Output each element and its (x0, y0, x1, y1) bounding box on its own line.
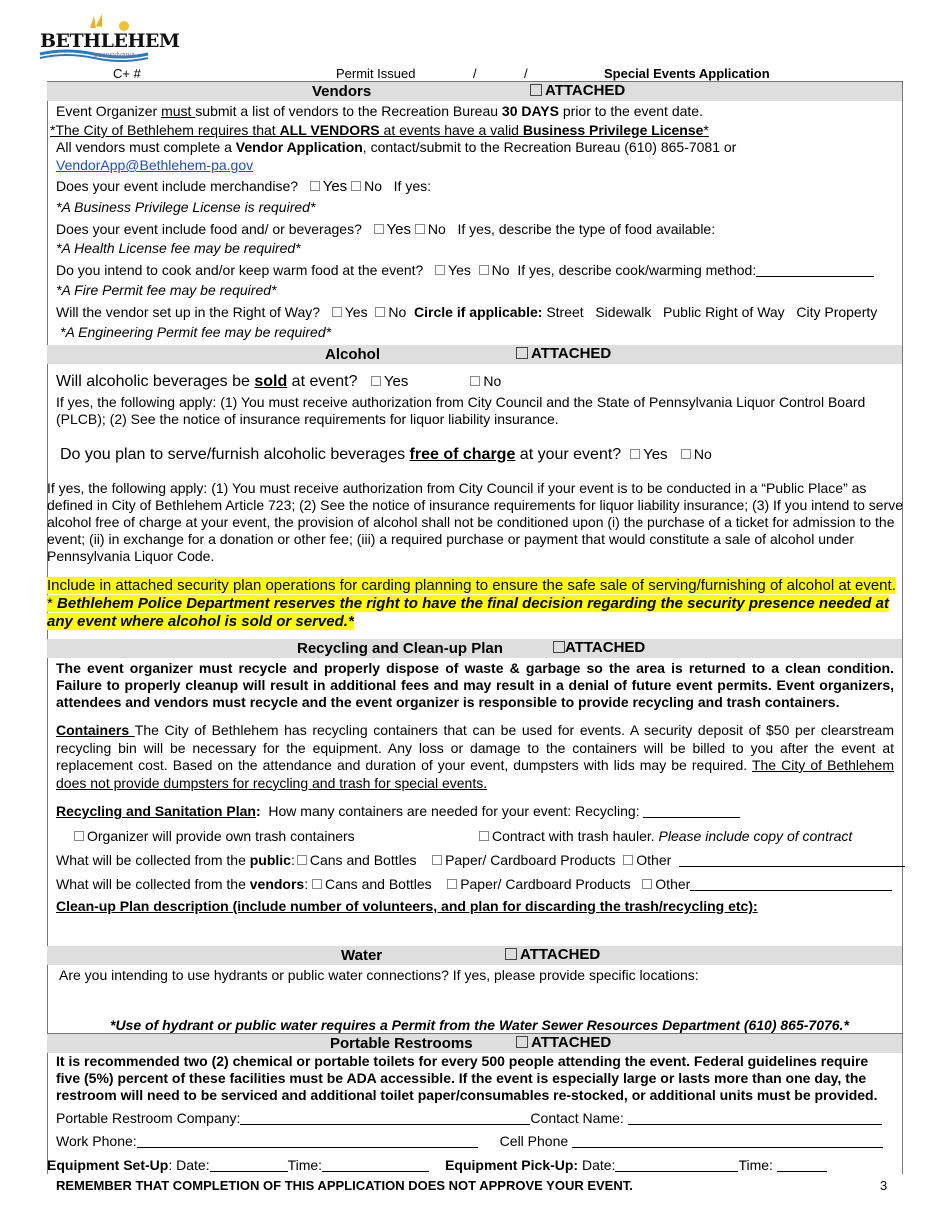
recycling-attached-checkbox[interactable] (553, 639, 645, 656)
alcohol-free-no-checkbox[interactable] (681, 449, 691, 459)
vendors-title: Vendors (312, 83, 372, 100)
public-collection-row: What will be collected from the public: Cans and Bottles Paper/ Cardboard Products Other (56, 852, 905, 869)
vendors-line-1: Event Organizer must submit a list of vendors to the Recreation Bureau 30 DAYS prior to the event date. (56, 103, 703, 119)
public-cans-checkbox[interactable] (297, 855, 307, 865)
row-no-checkbox[interactable] (375, 307, 385, 317)
recycling-plan-question: Recycling and Sanitation Plan: How many containers are needed for your event: Recycling: (56, 803, 740, 820)
recycling-title: Recycling and Clean-up Plan (297, 640, 503, 657)
water-attached-checkbox[interactable] (505, 946, 600, 963)
merchandise-note: *A Business Privilege License is required* (56, 199, 316, 215)
food-note: *A Health License fee may be required* (56, 240, 301, 256)
frame-right-border (902, 81, 903, 1174)
restrooms-title: Portable Restrooms (330, 1035, 473, 1052)
recycling-attached-label: ATTACHED (565, 639, 646, 656)
work-phone-field[interactable] (137, 1134, 478, 1148)
merchandise-yes-checkbox[interactable] (310, 181, 320, 191)
date-slash-1: / (473, 66, 477, 81)
containers-paragraph: Containers The City of Bethlehem has recycling containers that can be used for events. A security deposit of $50 per clearstream recycling bin will be necessary for the equipment. Any loss or damage to the containers will be billed to you after the event at replacement cost. Based on the attendance and duration of your event, dumpsters with lids may be required. The City of Bethlehem does not provide dumpsters for recycling and trash for special events. (56, 722, 894, 791)
approval-notice: REMEMBER THAT COMPLETION OF THIS APPLICATION DOES NOT APPROVE YOUR EVENT. (56, 1178, 633, 1193)
public-other-checkbox[interactable] (623, 855, 633, 865)
form-title: Special Events Application (604, 66, 770, 81)
water-attached-label: ATTACHED (520, 946, 601, 963)
restroom-company-field[interactable] (240, 1111, 530, 1125)
row-option-city-property[interactable]: City Property (796, 304, 878, 320)
public-paper-checkbox[interactable] (432, 855, 442, 865)
vendors-other-checkbox[interactable] (642, 879, 652, 889)
vendors-cans-checkbox[interactable] (312, 879, 322, 889)
opt-own-containers[interactable]: Organizer will provide own trash containers (74, 828, 355, 845)
pickup-time-field[interactable] (777, 1158, 827, 1172)
contact-name-field[interactable] (628, 1111, 882, 1125)
food-no-checkbox[interactable] (415, 224, 425, 234)
alcohol-sold-no-checkbox[interactable] (470, 376, 480, 386)
water-title: Water (341, 947, 383, 964)
cook-yes-checkbox[interactable] (435, 265, 445, 275)
phone-row: Work Phone: Cell Phone (56, 1133, 883, 1150)
cook-method-field[interactable] (756, 263, 874, 277)
water-header (47, 946, 902, 965)
alcohol-sold-requirements: If yes, the following apply: (1) You must receive authorization from City Council and the State of Pennsylvania Liquor Control Board (PLCB); (2) See the notice of insurance requirements for liquor liability insurance. (56, 394, 866, 427)
vendors-other-field[interactable] (690, 877, 892, 891)
vendor-email-link[interactable]: VendorApp@Bethlehem-pa.gov (56, 157, 254, 173)
restroom-company-row: Portable Restroom Company: Contact Name: (56, 1110, 882, 1127)
page-number: 3 (880, 1178, 888, 1193)
alcohol-sold-question: Will alcoholic beverages be sold at event? Yes No (56, 373, 502, 390)
vendors-line-2: *The City of Bethlehem requires that ALL VENDORS at events have a valid Business Privilege License* (50, 122, 709, 138)
cell-phone-field[interactable] (572, 1134, 883, 1148)
date-slash-2: / (524, 66, 528, 81)
public-other-field[interactable] (679, 853, 905, 867)
permit-issued-label: Permit Issued (336, 66, 416, 81)
row-option-sidewalk[interactable]: Sidewalk (595, 304, 652, 320)
water-permit-note: *Use of hydrant or public water requires a Permit from the Water Sewer Resources Department (610) 865-7076.* (110, 1017, 849, 1033)
setup-date-field[interactable] (210, 1158, 288, 1172)
row-option-public-right-of-way[interactable]: Public Right of Way (663, 304, 785, 320)
restrooms-attached-checkbox[interactable] (516, 1034, 611, 1051)
merchandise-no-checkbox[interactable] (351, 181, 361, 191)
cnum-label: C+ # (113, 66, 141, 81)
cook-no-checkbox[interactable] (479, 265, 489, 275)
right-of-way-note: *A Engineering Permit fee may be required* (60, 324, 332, 340)
vendors-header (47, 82, 902, 101)
right-of-way-question: Will the vendor set up in the Right of Way? Yes No Circle if applicable: Street Sidewalk Public Right of Way City Property (56, 304, 878, 320)
restrooms-guidelines: It is recommended two (2) chemical or portable toilets for every 500 people attending the event. Federal guidelines require five (5%) percent of these facilities must be ADA accessible. If the event is especially large or lasts more than one day, the restroom will need to be serviced and additional toilet paper/consumables re-stocked, or additional units must be provided. (56, 1053, 878, 1103)
restrooms-attached-label: ATTACHED (531, 1034, 612, 1051)
cook-question: Do you intend to cook and/or keep warm food at the event? Yes No If yes, describe cook/warming method: (56, 262, 874, 279)
logo-text: BETHLEHEM (40, 30, 180, 52)
alcohol-header (47, 345, 902, 364)
row-option-street[interactable]: Street (546, 304, 584, 320)
vendors-paper-checkbox[interactable] (447, 879, 457, 889)
restrooms-header (47, 1034, 902, 1053)
food-question: Does your event include food and/ or beverages? Yes No If yes, describe the type of food available: (56, 221, 716, 238)
bethlehem-logo (38, 14, 180, 62)
vendors-attached-label: ATTACHED (545, 82, 626, 99)
cook-note: *A Fire Permit fee may be required* (56, 282, 277, 298)
food-yes-checkbox[interactable] (374, 224, 384, 234)
alcohol-sold-yes-checkbox[interactable] (371, 376, 381, 386)
alcohol-title: Alcohol (325, 346, 380, 363)
cleanup-plan-label: Clean-up Plan description (include number of volunteers, and plan for discarding the trash/recycling etc): (56, 898, 758, 914)
recycling-intro: The event organizer must recycle and properly dispose of waste & garbage so the area is returned to a clean condition. Failure to properly cleanup will result in additional fees and may result in a denial of future event permits. Event organizers, attendees and vendors must recycle and the event organizer is responsible to provide recycling and trash containers. (56, 660, 894, 710)
alcohol-attached-label: ATTACHED (531, 345, 612, 362)
alcohol-free-question: Do you plan to serve/furnish alcoholic beverages free of charge at your event? Yes No (60, 446, 712, 463)
alcohol-attached-checkbox[interactable] (516, 345, 611, 362)
alcohol-free-yes-checkbox[interactable] (630, 449, 640, 459)
row-yes-checkbox[interactable] (332, 307, 342, 317)
vendors-line-3: All vendors must complete a Vendor Application, contact/submit to the Recreation Bureau (610) 865-7081 or (56, 139, 737, 155)
alcohol-free-requirements: If yes, the following apply: (1) You must receive authorization from City Council if your event is to be conducted in a “Public Place” as defined in City of Bethlehem Article 723; (2) See the notice of insurance requirements for liquor liability insurance; (3) If you intend to serve alcohol free of charge at your event, the provision of alcohol shall not be conditioned upon (i) the purchase of a ticket for admission to the event; (ii) in exchange for a donation or other fee; (iii) a required purchase or payment that would constitute a sale of alcohol under Pennsylvania Liquor Code. (47, 480, 904, 564)
recycling-header (47, 639, 902, 658)
equipment-row: Equipment Set-Up: Date: Time: Equipment Pick-Up: Date: Time: (47, 1157, 827, 1174)
vendors-attached-checkbox[interactable] (530, 82, 625, 99)
setup-time-field[interactable] (322, 1158, 429, 1172)
merchandise-question: Does your event include merchandise? Yes No If yes: (56, 178, 432, 195)
water-question: Are you intending to use hydrants or public water connections? If yes, please provide specific locations: (59, 967, 699, 983)
pickup-date-field[interactable] (615, 1158, 738, 1172)
vendors-collection-row: What will be collected from the vendors: Cans and Bottles Paper/ Cardboard Products Other (56, 876, 892, 893)
security-plan-notice: Include in attached security plan operations for carding planning to ensure the safe sale of serving/furnishing of alcohol at event. * Bethlehem Police Department reserves the right to have the final decision regarding the security presence needed at any event where alcohol is sold or served.* (47, 577, 896, 630)
recycling-count-field[interactable] (643, 804, 740, 818)
logo-subtext: pennsylvania (94, 52, 135, 59)
opt-contract-hauler[interactable]: Contract with trash hauler. Please include copy of contract (479, 828, 852, 845)
